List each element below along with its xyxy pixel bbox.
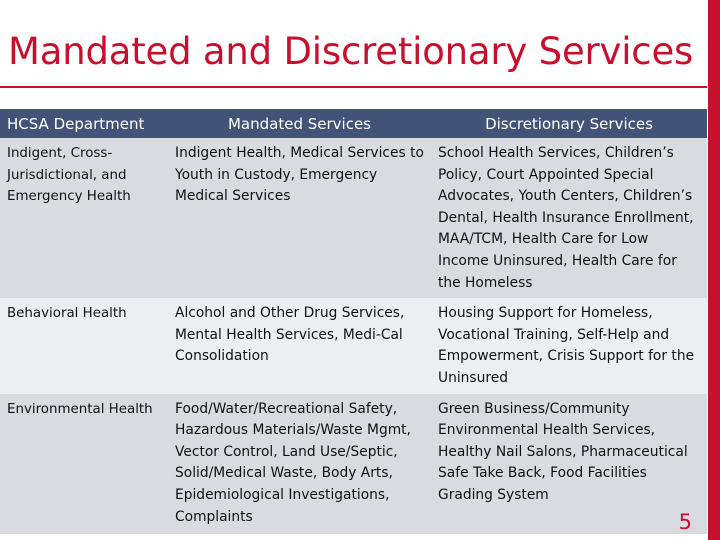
services-table [0,109,707,534]
department-cell: Indigent, Cross-Jurisdictional, and Emergency Health [0,138,168,298]
mandated-cell: Indigent Health, Medical Services to Youth in Custody, Emergency Medical Services [168,138,431,298]
accent-bar [708,0,720,540]
mandated-cell: Alcohol and Other Drug Services, Mental Health Services, Medi-Cal Consolidation [168,298,431,393]
table-row [0,394,707,534]
page-number: 5 [678,510,692,534]
table-header-row [0,109,707,138]
discretionary-cell: Green Business/Community Environmental Health Services, Healthy Nail Salons, Pharmaceutical Safe Take Back, Food Facilities Grading System [431,394,707,534]
mandated-cell: Food/Water/Recreational Safety, Hazardous Materials/Waste Mgmt, Vector Control, Land Use/Septic, Solid/Medical Waste, Body Arts, Epidemiological Investigations, Complaints [168,394,431,534]
discretionary-cell: Housing Support for Homeless, Vocational Training, Self-Help and Empowerment, Crisis Support for the Uninsured [431,298,707,393]
table-row [0,298,707,393]
department-cell: Environmental Health [0,394,168,534]
discretionary-cell: School Health Services, Children’s Policy, Court Appointed Special Advocates, Youth Centers, Children’s Dental, Health Insurance Enrollment, MAA/TCM, Health Care for Low Income Uninsured, Health Care for the Homeless [431,138,707,298]
header-department: HCSA Department [0,109,168,138]
title-divider [0,86,707,88]
department-cell: Behavioral Health [0,298,168,393]
table-row [0,138,707,298]
header-mandated: Mandated Services [168,109,431,138]
header-discretionary: Discretionary Services [431,109,707,138]
slide-title: Mandated and Discretionary Services [8,30,694,73]
